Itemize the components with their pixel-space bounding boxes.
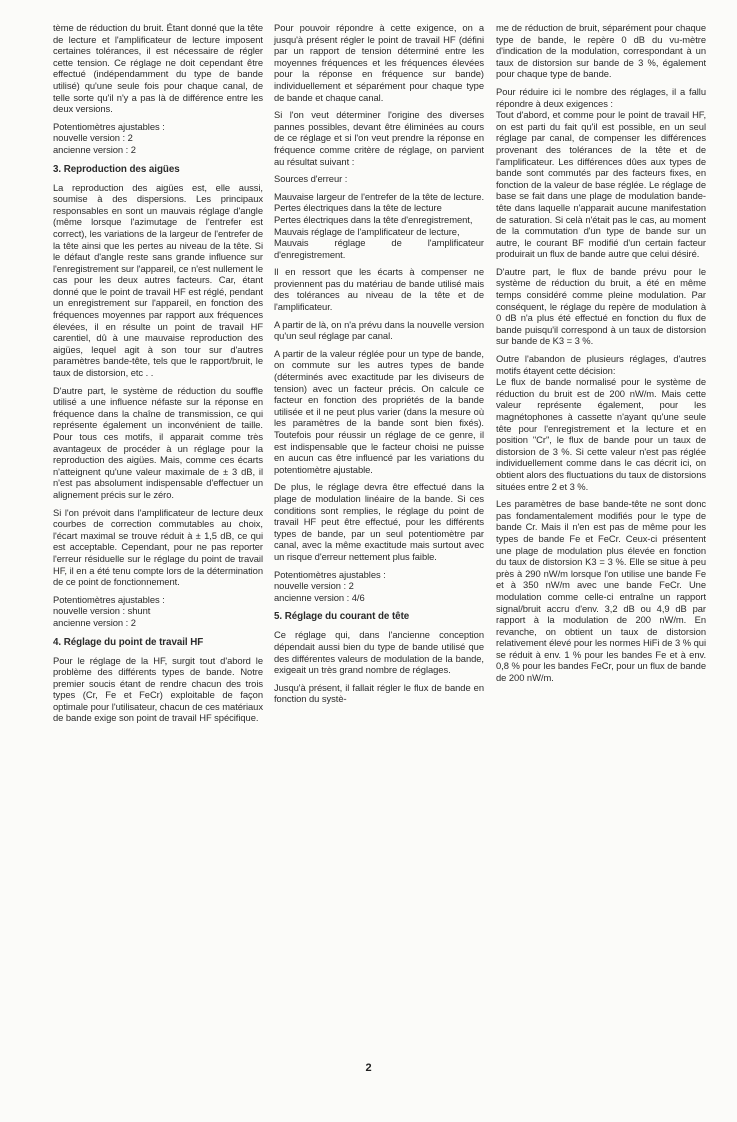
section-heading-4: 4. Réglage du point de travail HF [53,636,204,648]
paragraph: D'autre part, le système de réduction du souffle utilisé a une influence néfaste sur la réponse en fréquence dans la chaîne de transmission, ce qui représente également un inconvénient de taille. Pour tous ces motifs, il apparait comme très avantageux de procéder à un réglage pour la reproduction des aigües. Mais, comme ces écarts n'atteignent qu'une valeur maximale de ± 3 dB, il n'est pas absolument indispensable d'effectuer un alignement précis sur le zéro. [53,384,263,500]
potentiometer-old-version: ancienne version : 2 [53,143,136,155]
column-3 [496,22,706,690]
column-2 [274,22,484,711]
error-sources-list [274,191,484,261]
sources-title: Sources d'erreur : [274,173,348,185]
paragraph: Pour réduire ici le nombre des réglages, il a fallu répondre à deux exigences : [496,85,706,109]
paragraph: Outre l'abandon de plusieurs réglages, d'autres motifs étayent cette décision: [496,353,706,376]
paragraph: Jusqu'à présent, il fallait régler le flux de bande en fonction du systè- [274,681,484,705]
paragraph: Il en ressort que les écarts à compenser ne proviennent pas du matériau de bande utilisé mais des tolérances au niveau de la tête et de l'amplificateur. [274,266,484,313]
error-source-item: Mauvais réglage de l'amplificateur d'enregistrement. [274,237,484,260]
paragraph: Si l'on prévoit dans l'amplificateur de lecture deux courbes de correction commutables au choix, l'écart maximal se trouve réduit à ± 1,5 dB, ce qui est acceptable. Cependant, pour ne pas reporter l'erreur résiduelle sur le réglage du point de travail HF, il en a été tenu compte lors de la détermination de ce point de fonctionnement. [53,506,263,588]
potentiometer-title: Potentiomètres ajustables : [274,568,386,580]
potentiometer-new-version: nouvelle version : shunt [53,605,151,617]
page-number: 2 [365,1062,372,1074]
column-1 [53,22,263,730]
paragraph: tème de réduction du bruit. Étant donné que la tête de lecture et l'amplificateur de lecture imposent certaines tolérances, il est nécessaire de régler cette tension. Ce réglage ne doit cependant être effectué (indépendamment du type de bande utilisé) qu'une seule fois pour chaque canal, de telle sorte qu'il n'y a pas là de différence entre les deux versions. [53,22,263,115]
error-source-item: Mauvais réglage de l'amplificateur de lecture, [274,225,460,237]
error-source-item: Mauvaise largeur de l'entrefer de la tête de lecture. Pertes électriques dans la tête de lecture [274,190,484,214]
paragraph: A partir de là, on n'a prévu dans la nouvelle version qu'un seul réglage par canal. [274,318,484,342]
potentiometer-new-version: nouvelle version : 2 [274,580,354,592]
paragraph: La reproduction des aigües est, elle aussi, soumise à des dispersions. Les principaux responsables en sont un mauvais réglage d'angle (même lorsque l'azimutage de l'entrefer est correct), les variations de la largeur de l'entrefer de la tête ainsi que les pertes au niveau de la tête. Si le défaut d'angle reste sans grande influence sur l'enregistrement sur l'appareil, ce n'est nullement le cas pour les deux autres facteurs. Car, étant donné que le point de travail HF est réglé, pendant un enregistrement sur l'appareil, en fonction des fréquences moyennes par rapport aux fréquences élevées, il en résulte un point de travail HF carentiel, dû à une mauvaise reproduction des aigües, lequel agit à son tour sur d'autres paramètres bande-tête, tels que le rapport/bruit, le taux de distorsion, etc . . [53,181,263,379]
paragraph: De plus, le réglage devra être effectué dans la plage de modulation linéaire de la bande. Si ces conditions sont remplies, le réglage du point de travail HF peut être effectué, pour les différents types de bande, par un seul potentiomètre par canal, avec la même exactitude mais surtout avec un risque d'erreur nettement plus faible. [274,481,484,562]
potentiometer-title: Potentiomètres ajustables : [53,593,165,605]
paragraph: Pour pouvoir répondre à cette exigence, on a jusqu'à présent régler le point de travail HF (défini par un rapport de tension déterminé entre les moyennes fréquences et les fréquences élevées pour la réponse en fréquence sur bande) individuellement et séparément pour chaque type de bande et chaque canal. [274,22,484,103]
paragraph: D'autre part, le flux de bande prévu pour le système de réduction du bruit, a été en même temps considéré comme pleine modulation. Par conséquent, le réglage du repère de modulation à 0 dB n'a plus été effectué en fonction du flux de bande puisqu'il correspond à un taux de distorsion sur bande de K3 = 3 %. [496,265,706,347]
potentiometer-old-version: ancienne version : 4/6 [274,591,365,603]
paragraph: Si l'on veut déterminer l'origine des diverses pannes possibles, devant être éliminées au cours de ce réglage et si l'on veut prendre la réponse en fréquence comme critère de réglage, on parvient au résultat suivant : [274,109,484,167]
potentiometer-old-version: ancienne version : 2 [53,616,136,628]
potentiometer-list [53,121,263,156]
paragraph: Les paramètres de base bande-tête ne sont donc pas fondamentalement modifiés pour le type de bande Cr. Mais il n'en est pas de même pour les types de bande Fe et FeCr. Ceux-ci présentent une plage de modulation plus élevée en fonction du taux de distorsion K3 = 3 %. Elle se situe à peu près à 290 nW/m lorsque l'on utilise une bande Fe et à 350 nW/m avec une bande FeCr. Une modulation comme celle-ci entraîne un rapport signal/bruit accru d'env. 3,2 dB ou 4,9 dB par rapport à la modulation de 200 nW/m. En revanche, on obtient un taux de distorsion relativement élevé pour les normes HiFi de 3 % qui se réduit à env. 1 % pour les bandes Fe et à env. 0,8 % pour les bandes FeCr, pour un flux de bande de 200 nW/m. [496,498,706,684]
paragraph: Le flux de bande normalisé pour le système de réduction du bruit est de 200 nW/m. Mais cette valeur représente également, pour les magnétophones à cassette n'ayant qu'une seule tête pour l'enregistrement et la lecture et en position "Cr", le flux de bande pour un taux de distorsion de 3 %. Si cette valeur n'est pas réglée individuellement comme dans le cas décrit ici, on obtient alors des fluctuations du taux de distorsions situées entre 2 et 3 %. [496,376,706,492]
potentiometer-new-version: nouvelle version : 2 [53,132,133,144]
paragraph: Tout d'abord, et comme pour le point de travail HF, on est parti du fait qu'il est possible, en un seul réglage par canal, de compenser les différences provenant des tolérances de la tête et de l'amplificateur. Les différences dûes aux types de bande sont commutés par des facteurs fixes, en fonction de la valeur de base réglée. Le réglage de base se fait dans une plage de modulation bande-tête dans laquelle n'apparait aucune manifestation de saturation. Si celà n'était pas le cas, au moment de la commutation d'un type de bande sur un autre, le courant BF modifié d'un certain facteur produirait un flux de bande autre que celui désiré. [496,109,706,260]
paragraph: Ce réglage qui, dans l'ancienne conception dépendait aussi bien du type de bande utilisé que des différentes valeurs de modulation de la bande, exigeait un très grand nombre de réglages. [274,629,484,676]
potentiometer-title: Potentiomètres ajustables : [53,120,165,132]
potentiometer-list [274,569,484,604]
paragraph: A partir de la valeur réglée pour un type de bande, on commute sur les autres types de bande (déterminés avec exactitude par les diviseurs de tension) avec un facteur précis. On calcule ce facteur en fonction des propriétés de la bande utilisée et il ne peut plus varier (dans la mesure où les paramètres de la bande sont bien fixés). Toutefois pour réussir un réglage de ce genre, il est indispensable que le facteur choisi ne puisse en aucun cas être influencé par les variations du potentiomètre ajustable. [274,347,484,475]
section-heading-3: 3. Reproduction des aigües [53,163,180,175]
section-heading-5: 5. Réglage du courant de tête [274,611,410,623]
error-source-item: Pertes électriques dans la tête d'enregistrement, [274,213,473,225]
potentiometer-list [53,594,263,629]
paragraph: Pour le réglage de la HF, surgit tout d'abord le problème des différents types de bande. Notre premier soucis étant de rendre chacun des trois types (Cr, Fe et FeCr) exploitable de façon optimale pour l'utilisateur, chacun de ces matériaux de bande exige son point de travail HF spécifique. [53,654,263,724]
paragraph: me de réduction de bruit, séparément pour chaque type de bande, le repère 0 dB du vu-mètre d'indication de la modulation, correspondant à un taux de distorsion sur bande de 3 %, également pour chaque type de bande. [496,22,706,80]
